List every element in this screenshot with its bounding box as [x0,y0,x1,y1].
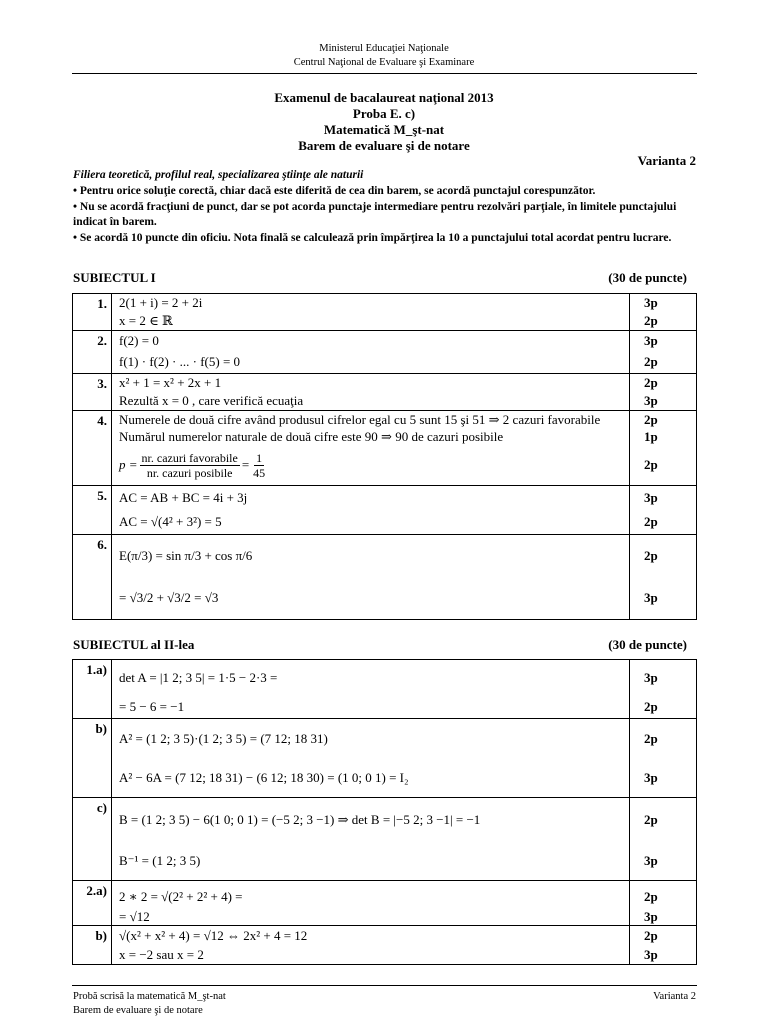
score: 2p [644,548,658,563]
footer-variant: Varianta 2 [653,991,696,1002]
score: 2p [644,411,658,427]
instruction-3: • Se acordă 10 puncte din oficiu. Nota finală se calculează prin împărţirea la 10 a punctajului total acordat pentru lucrare. [73,231,672,244]
solution-line: x = 2 ∈ ℝ [119,313,173,328]
subject2-heading [73,637,687,653]
footer-exam: Probă scrisă la matematică M_şt-nat [73,991,226,1002]
solution-line: √(x² + x² + 4) = √12 ⇔ 2x² + 4 = 12 [119,928,308,943]
solution-line: det A = |1 2; 3 5| = 1·5 − 2·3 = [119,670,278,685]
solution-line: Numerele de două cifre având produsul cifrelor egal cu 5 sunt 15 şi 51 ⇒ 2 cazuri favorabile [119,411,601,427]
score: 2p [644,313,658,328]
score: 3p [644,853,658,868]
item-number: b) [73,926,112,965]
item-number: 1.a) [73,660,112,719]
score: 3p [644,909,658,924]
item-number: 4. [73,411,112,486]
item-number: 2.a) [73,881,112,926]
score: 3p [644,393,658,408]
item-number: 2. [73,331,112,374]
score: 3p [644,947,658,962]
solution-line: A² = (1 2; 3 5)·(1 2; 3 5) = (7 12; 18 31) [119,731,328,746]
solution-line: = √12 [119,909,150,924]
table-row [73,719,697,798]
score: 2p [644,375,658,390]
table-row [73,535,697,620]
score: 2p [644,731,658,746]
score: 2p [644,354,658,369]
variant-label: Varianta 2 [637,153,696,168]
subject1-title: SUBIECTUL I [73,270,156,285]
solution-line: Rezultă x = 0 , care verifică ecuaţia [119,393,304,408]
solution-line: Numărul numerelor naturale de două cifre este 90 ⇒ 90 de cazuri posibile [119,428,504,444]
probability-result [251,451,267,480]
score: 2p [644,812,658,827]
table-row [73,926,697,965]
item-number: 1. [73,294,112,331]
item-number: 5. [73,486,112,535]
item-number: 3. [73,374,112,411]
footer-rule [72,985,697,986]
instruction-1: • Pentru orice soluţie corectă, chiar dacă este diferită de cea din barem, se acordă punctajul corespunzător. [73,185,596,197]
score: 3p [644,670,658,685]
instructions [73,184,697,246]
ministry-header: Ministerul Educaţiei Naţionale [319,43,449,54]
item-number: b) [73,719,112,798]
solution-line: 2 ∗ 2 = √(2² + 2² + 4) = [119,889,243,904]
score: 3p [644,333,658,348]
solution-line: AC = √(4² + 3²) = 5 [119,514,222,529]
fraction-denominator: nr. cazuri posibile [146,465,233,480]
footer-barem: Barem de evaluare şi de notare [73,1005,203,1016]
subject2-title: SUBIECTUL al II-lea [73,637,195,652]
solution-line: B⁻¹ = (1 2; 3 5) [119,853,201,868]
item-number: c) [73,798,112,881]
solution-line: f(1) · f(2) · ... · f(5) = 0 [119,354,241,369]
fraction-numerator: nr. cazuri favorabile [141,450,238,465]
table-row [73,660,697,719]
table-row [73,331,697,374]
item-number: 6. [73,535,112,620]
header-rule [72,73,697,74]
score: 2p [644,889,658,904]
score: 3p [644,770,658,785]
subject2-table [72,659,697,965]
probability-formula: p = $\frac{\text{nr. cazuri favorabile}}{\text{nr. cazuri posibile}}$ = $\frac{1}{45}$ [119,450,266,480]
subject2-points: (30 de puncte) [608,637,687,652]
exam-title: Examenul de bacalaureat naţional 2013 [274,90,494,105]
probability-fraction [140,451,240,480]
table-row [73,411,697,486]
score: 3p [644,590,658,605]
result-numerator: 1 [256,450,263,465]
score: 2p [644,928,658,943]
score: 2p [644,699,658,714]
table-row [73,486,697,535]
instruction-2: • Nu se acordă fracţiuni de punct, dar se pot acorda punctaje intermediare pentru rezolvări parţiale, în limitele punctajului indicat în barem. [73,200,677,228]
solution-line: = 5 − 6 = −1 [119,699,185,714]
exam-subject: Matematică M_şt-nat [323,122,445,137]
solution-line: x² + 1 = x² + 2x + 1 [119,375,222,390]
table-row [73,881,697,926]
exam-barem: Barem de evaluare şi de notare [298,138,470,153]
score: 1p [644,428,658,444]
subject1-heading [73,270,687,286]
exam-proba: Proba E. c) [352,106,416,121]
filiera-line: Filiera teoretică, profilul real, specializarea ştiinţe ale naturii [73,169,364,181]
score: 2p [644,457,658,472]
solution-line: B = (1 2; 3 5) − 6(1 0; 0 1) = (−5 2; 3 −1) ⇒ det B = |−5 2; 3 −1| = −1 [119,812,481,827]
table-row [73,374,697,411]
solution-line: AC = AB + BC = 4i + 3j [119,490,248,505]
solution-line: f(2) = 0 [119,333,159,348]
subject1-table [72,293,697,620]
solution-line: A² − 6A = (7 12; 18 31) − (6 12; 18 30) = (1 0; 0 1) = I₂ [119,770,409,785]
score: 2p [644,514,658,529]
solution-line: x = −2 sau x = 2 [119,947,204,962]
solution-line: E(π/3) = sin π/3 + cos π/6 [119,548,253,563]
formula-prefix: p = [119,457,138,472]
score: 3p [644,295,658,310]
table-row [73,294,697,331]
solution-line: = √3/2 + √3/2 = √3 [119,590,219,605]
score: 3p [644,490,658,505]
result-denominator: 45 [253,465,266,480]
solution-line: 2(1 + i) = 2 + 2i [119,295,203,310]
center-header: Centrul Naţional de Evaluare şi Examinare [293,57,475,68]
table-row [73,798,697,881]
subject1-points: (30 de puncte) [608,270,687,285]
